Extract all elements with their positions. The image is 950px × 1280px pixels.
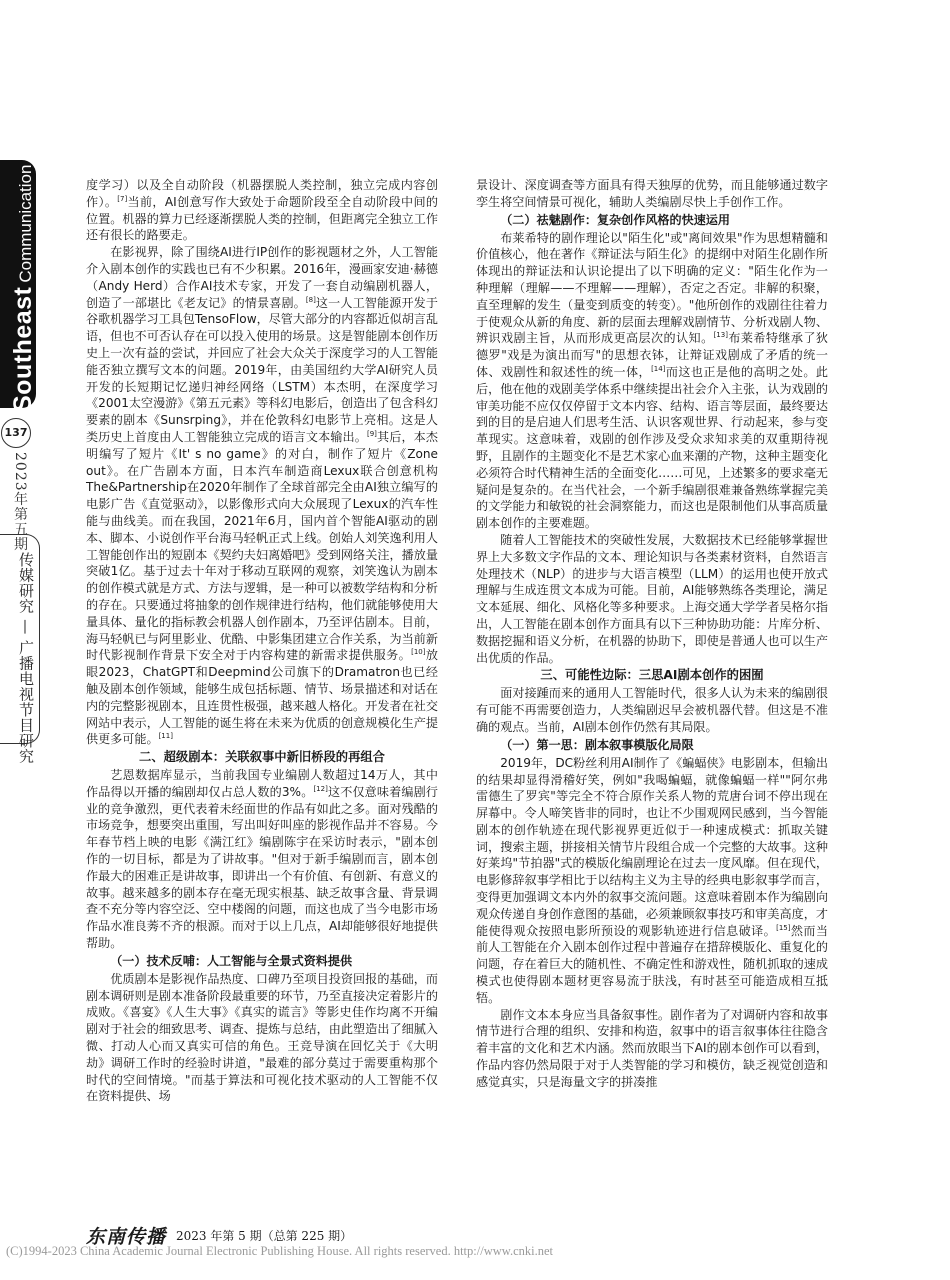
column-name: 传媒研究 — 广播电视节目研究 bbox=[17, 552, 35, 765]
citation-ref: [9] bbox=[366, 429, 377, 438]
paragraph: 优质剧本是影视作品热度、口碑乃至项目投资回报的基础，而剧本调研则是剧本准备阶段最重要的环节，乃至直接决定着影片的成败。《喜宴》《人生大事》《真实的谎言》等影史佳作均离不开编剧对于社会的细致思考、调查、提炼与总结，由此塑造出了细腻入微、打动人心而又真实可信的角色。王竞导演在回忆关于《大明劫》调研工作时的经验时讲道，"最难的部分莫过于需要重构那个时代的空间情境。"而基于算法和可视化技术驱动的人工智能不仅在资料提供、场 bbox=[86, 971, 438, 1104]
paragraph: 面对接踵而来的通用人工智能时代，很多人认为未来的编剧很有可能不再需要创造力，人类编剧迟早会被机器代替。但这是不准确的观点。当前，AI剧本创作仍然有其局限。 bbox=[476, 686, 828, 734]
journal-title-vertical bbox=[5, 164, 41, 412]
citation-ref: [14] bbox=[651, 364, 666, 373]
citation-ref: [10] bbox=[411, 648, 426, 657]
paragraph: 度学习）以及全自动阶段（机器摆脱人类控制，独立完成内容创作）。[7]当前，AI创意写作大致处于命题阶段至全自动阶段中间的位置。机器的算力已经逐渐摆脱人类的控制，但距离完全独立工作还有很长的路要走。 bbox=[86, 178, 438, 243]
page-number: 137 bbox=[1, 418, 31, 448]
citation-ref: [15] bbox=[776, 923, 791, 932]
section-heading: 二、超级剧本：关联叙事中新旧桥段的再组合 bbox=[139, 750, 385, 765]
subsection-heading: （一）第一思：剧本叙事模版化局限 bbox=[500, 737, 694, 752]
paragraph: 在影视界，除了围绕AI进行IP创作的影视题材之外，人工智能介入剧本创作的实践也已有不少积累。2016年，漫画家安迪·赫德（Andy Herd）合作AI技术专家，开发了一套自动编剧机器人，创造了一部堪比《老友记》的情景喜剧。[8]这一人工智能源开发于谷歌机器学习工具包TensoFlow，尽管大部分的内容都近似胡言乱语，但也不可否认存在可以投入使用的场景。这是智能剧本创作历史上一次有益的尝试，并回应了社会大众关于深度学习的人工智能能否独立撰写文本的问题。2019年，由美国纽约大学AI研究人员开发的长短期记忆递归神经网络（LSTM）本杰明，在深度学习《2001太空漫游》《第五元素》等科幻电影后，创造出了包含科幻要素的剧本《Sunsrping》，并在伦敦科幻电影节上亮相。这是人类历史上首度由人工智能独立完成的语言文本输出。[9]其后，本杰明编写了短片《It' s no game》的对白，制作了短片《Zone out》。在广告剧本方面，日本汽车制造商Lexux联合创意机构The&Partnership在2020年制作了全球首部完全由AI独立编写的电影广告《直觉驱动》，以影像形式向大众展现了Lexux的汽车性能与曲线美。而在我国，2021年6月，国内首个智能AI驱动的剧本、脚本、小说创作平台海马轻帆正式上线。创始人刘笑逸利用人工智能创作出的短剧本《契约夫妇离婚吧》受到网络关注，播放量突破1亿。基于过去十年对于移动互联网的观察，刘笑逸认为剧本的创作模式就是方式、方法与逻辑，是一种可以被数学结构和分析的存在。只要通过将抽象的创作规律进行结构，他们就能够使用大量具体、量化的指标教会机器人创作剧本，乃至评估剧本。目前，海马轻帆已与阿里影业、优酷、中影集团建立合作关系，为当前新时代影视制作背景下安全对于内容构建的新需求提供服务。[10]放眼2023，ChatGPT和Deepmind公司旗下的Dramatron也已经触及剧本创作领域，能够生成包括标题、情节、场景描述和对话在内的完整影视剧本，且连贯性极强，越来越人格化。开发者在社交网站中表示，人工智能的诞生将在未来为优质的创意规模化生产提供更多可能。[11] bbox=[86, 245, 438, 747]
paragraph: 景设计、深度调查等方面具有得天独厚的优势，而且能够通过数字孪生将空间情景可视化，辅助人类编剧尽快上手创作工作。 bbox=[476, 178, 828, 209]
subsection-heading: （二）祛魅剧作：复杂创作风格的快速运用 bbox=[500, 212, 730, 227]
paragraph: 剧作文本本身应当具备叙事性。剧作者为了对调研内容和故事情节进行合理的组织、安排和构造，叙事中的语言叙事体往往隐含着丰富的文化和艺术内涵。然而放眼当下AI的剧本创作可以看到，作品内容仍然局限于对于人类智能的学习和模仿，缺乏视觉创造和感觉真实，只是海量文字的拼凑推 bbox=[476, 1007, 828, 1089]
journal-title-main: Southeast bbox=[9, 286, 37, 412]
issue-label: 2023年第五期 bbox=[12, 452, 28, 552]
paragraph: 2019年，DC粉丝利用AI制作了《蝙蝠侠》电影剧本，但输出的结果却显得滑稽好笑，例如"我喝蝙蝠，就像蝙蝠一样""阿尔弗雷德生了罗宾"等完全不符合原作关系人物的荒唐台词不停出现在屏幕中。令人啼笑皆非的同时，也让不少围观网民感到，当今智能剧本的创作轨迹在现代影视界更近似于一种速成模式：抓取关键词，搜索主题，拼接相关情节片段组合成一个完整的大故事。这种好莱坞"节拍器"式的模版化编剧理论在过去一度风靡。但在现代，电影修辞叙事学相比于以结构主义为主导的经典电影叙事学而言，变得更加强调文本内外的叙事交流问题。这意味着剧本作为编剧向观众传递自身创作意图的基础，必须兼顾叙事技巧和审美高度，才能使得观众按照电影所预设的观影轨迹进行信息破译。[15]然而当前人工智能在介入剧本创作过程中普遍存在措辞模版化、重复化的问题，存在着巨大的随机性、不确定性和游戏性，随机抓取的速成模式也使得剧本题材更容易流于肤浅，有时甚至可能造成相互抵牾。 bbox=[476, 755, 828, 1005]
right-column bbox=[476, 177, 828, 1091]
journal-title-sub: Communication bbox=[16, 164, 35, 283]
citation-ref: [11] bbox=[158, 732, 173, 741]
citation-ref: [8] bbox=[305, 295, 316, 304]
footer-issue: 2023 年第 5 期（总第 225 期） bbox=[176, 1229, 353, 1243]
paragraph: 随着人工智能技术的突破性发展，大数据技术已经能够掌握世界上大多数文字作品的文本、理论知识与各类素材资料，自然语言处理技术（NLP）的进步与大语言模型（LLM）的运用也使开放式理解与生成连贯文本成为可能。目前，AI能够熟练各类理论，满足文本延展、细化、风格化等多种要求。上海交通大学学者吴格尔指出，人工智能在剧本创作方面具有以下三种协助功能：片库分析、数据挖掘和语义分析，在机器的协助下，即使是普通人也可以生产出优质的作品。 bbox=[476, 532, 828, 665]
section-heading: 三、可能性边际：三思AI剧本创作的困囿 bbox=[540, 668, 764, 683]
footer-journal-name: 东南传播 bbox=[86, 1226, 167, 1248]
citation-ref: [13] bbox=[713, 331, 728, 340]
citation-ref: [7] bbox=[117, 194, 128, 203]
citation-ref: [12] bbox=[313, 784, 328, 793]
paragraph: 艺恩数据库显示，当前我国专业编剧人数超过14万人，其中作品得以开播的编剧却仅占总人数的3%。[12]这不仅意味着编剧行业的竞争激烈，更代表着未经面世的作品有如此之多。面对残酷的市场竞争，想要突出重围，写出叫好叫座的影视作品并不容易。今年春节档上映的电影《满江红》编剧陈宇在采访时表示，"剧本创作的一切目标，都是为了讲故事。"但对于新手编剧而言，剧本创作最大的困难正是讲故事，即讲出一个有价值、有创新、有意义的故事。越来越多的剧本存在毫无现实根基、缺乏故事含量、背景调查不充分等内容空泛、空中楼阁的问题，而这也成了当今电影市场作品水准良莠不齐的根源。而对于以上几点，AI却能够很好地提供帮助。 bbox=[86, 768, 438, 951]
copyright-line: (C)1994-2023 China Academic Journal Electronic Publishing House. All rights reserved. http://www.cnki.net bbox=[6, 1244, 554, 1258]
subsection-heading: （一）技术反哺：人工智能与全景式资料提供 bbox=[110, 953, 353, 968]
paragraph: 布莱希特的剧作理论以"陌生化"或"离间效果"作为思想精髓和价值核心，他在著作《辩证法与陌生化》的提纲中对陌生化剧作所体现出的辩证法和认识论提出了以下明确的定义："陌生化作为一种理解（理解——不理解——理解），否定之否定。非解的积聚，直至理解的发生（量变到质变的转变）。"他所创作的戏剧往往着力于使观众从新的角度、新的层面去理解戏剧情节、分析戏剧人物、辨识戏剧主旨，从而形成更高层次的认知。[13]布莱希特继承了狄德罗"戏是为演出而写"的思想衣钵，让辩证戏剧成了矛盾的统一体、戏剧性和叙述性的统一体，[14]而这也正是他的高明之处。此后，他在他的戏剧美学体系中继续提出社会介入主张，认为戏剧的审美功能不应仅仅停留于文本内容、结构、语言等层面，最终要达到的目的是启迪人们思考生活、认识客观世界、行动起来，参与变革现实。这意味着，戏剧的创作涉及受众求知求美的双重期待视野，且剧作的主题变化不是艺术家心血来潮的产物，这种主题变化必须符合时代精神生活的全面变化……可见，上述繁多的要求毫无疑问是复杂的。在当代社会，一个新手编剧很难兼备熟练掌握完美的文学能力和敏锐的社会洞察能力，而这也是限制他们从事高质量剧本创作的主要难题。 bbox=[476, 230, 828, 531]
left-column bbox=[86, 177, 438, 1105]
